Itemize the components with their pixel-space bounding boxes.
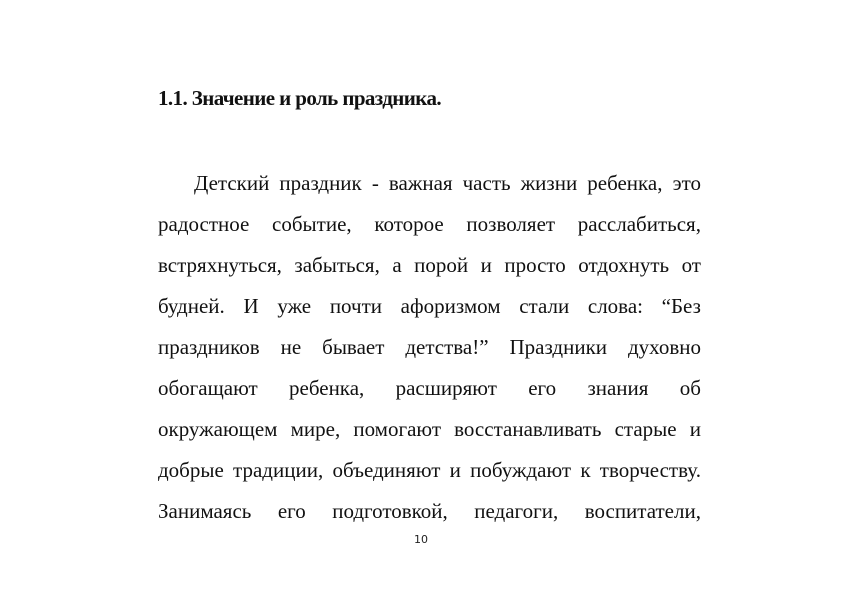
section-heading: 1.1. Значение и роль праздника. [158, 86, 442, 110]
word: жизни [520, 171, 578, 195]
word: педагоги, [474, 499, 559, 523]
word: помогают [353, 417, 441, 441]
word: часть [462, 171, 511, 195]
word: знания [587, 376, 649, 400]
word: об [679, 376, 701, 400]
word: и [449, 458, 461, 482]
paragraph-line [158, 208, 701, 249]
word: праздников [158, 335, 260, 359]
word: позволяет [466, 212, 556, 236]
paragraph-line [158, 413, 701, 454]
word: уже [277, 294, 312, 318]
word: мире, [290, 417, 341, 441]
word: важная [388, 171, 453, 195]
word: стали [519, 294, 570, 318]
word: “Без [661, 294, 701, 318]
word: праздник [279, 171, 362, 195]
word: подготовкой, [332, 499, 448, 523]
word: ребенка, [587, 171, 663, 195]
paragraph-line [158, 249, 701, 290]
word: расслабиться, [577, 212, 701, 236]
word: объединяют [332, 458, 441, 482]
word: отдохнуть [578, 253, 670, 277]
word: ребенка, [289, 376, 365, 400]
word: окружающем [158, 417, 278, 441]
word: слова: [587, 294, 643, 318]
word: порой [414, 253, 469, 277]
paragraph-line [158, 290, 701, 331]
word: - [371, 171, 379, 195]
word: просто [504, 253, 566, 277]
word: расширяют [395, 376, 497, 400]
paragraph-line [158, 454, 701, 495]
paragraph-line [158, 167, 701, 208]
word: к [580, 458, 591, 482]
word: творчеству. [599, 458, 701, 482]
word: духовно [627, 335, 701, 359]
paragraph-line [158, 495, 701, 536]
word: это [672, 171, 701, 195]
word: восстанавливать [454, 417, 602, 441]
page-number: 10 [414, 533, 428, 546]
word: от [681, 253, 701, 277]
word: добрые [158, 458, 224, 482]
word: не [280, 335, 302, 359]
word: почти [329, 294, 382, 318]
word: воспитатели, [584, 499, 701, 523]
word: а [392, 253, 402, 277]
word: Занимаясь [158, 499, 252, 523]
word: побуждают [470, 458, 572, 482]
word: его [277, 499, 306, 523]
word: традиции, [233, 458, 324, 482]
word: детства!” [405, 335, 489, 359]
word: афоризмом [400, 294, 501, 318]
word: и [480, 253, 492, 277]
word: будней. [158, 294, 225, 318]
paragraph [158, 167, 701, 536]
word: бывает [322, 335, 385, 359]
word: И [243, 294, 259, 318]
word: его [528, 376, 557, 400]
word: Праздники [509, 335, 608, 359]
paragraph-line [158, 331, 701, 372]
word: которое [374, 212, 444, 236]
word: радостное [158, 212, 250, 236]
word: Детский [194, 171, 270, 195]
word: обогащают [158, 376, 258, 400]
word: встряхнуться, [158, 253, 282, 277]
word: и [689, 417, 701, 441]
word: событие, [272, 212, 352, 236]
word: старые [614, 417, 677, 441]
paragraph-line [158, 372, 701, 413]
word: забыться, [294, 253, 380, 277]
